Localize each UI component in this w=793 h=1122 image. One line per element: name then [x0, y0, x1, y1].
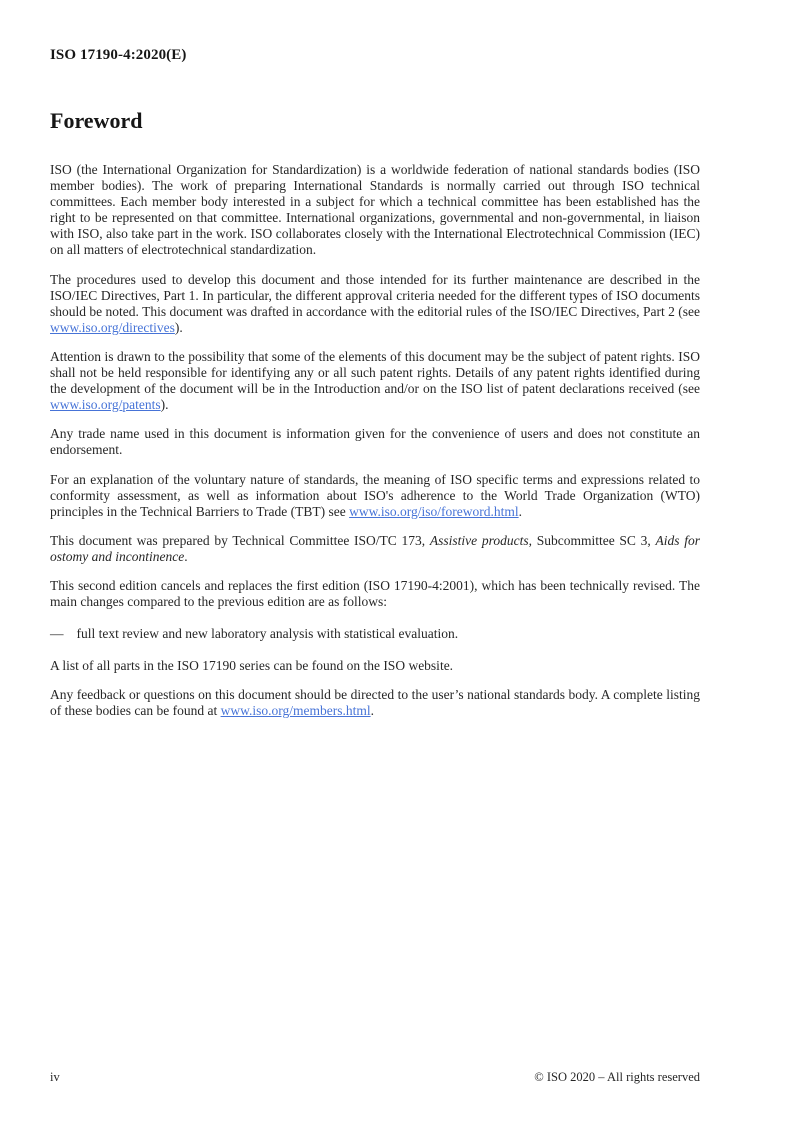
link-directives[interactable]: www.iso.org/directives — [50, 319, 175, 335]
para-committee: This document was prepared by Technical Committee ISO/TC 173, Assistive products, Subcommittee SC 3, Aids for ostomy and incontinence. — [50, 532, 700, 564]
list-item-text: full text review and new laboratory analysis with statistical evaluation. — [76, 626, 459, 642]
para-iso-federation: ISO (the International Organization for Standardization) is a worldwide federation of national standards bodies (ISO member bodies). The work of preparing International Standards is normally carried out through ISO technical committees. Each member body interested in a subject for which a technical committee has been established has the right to be represented on that committee. International organizations, governmental and non-governmental, in liaison with ISO, also take part in the work. ISO collaborates closely with the International Electrotechnical Commission (IEC) on all matters of electrotechnical standardization. — [50, 162, 700, 258]
link-iso-foreword[interactable]: www.iso.org/iso/foreword.html — [349, 503, 519, 519]
page-footer — [50, 1070, 700, 1085]
document-reference: ISO 17190-4:2020(E) — [50, 47, 187, 63]
page-content — [50, 47, 700, 733]
link-patents[interactable]: www.iso.org/patents — [50, 397, 161, 413]
para-trade-name: Any trade name used in this document is information given for the convenience of users and does not constitute an endorsement. — [50, 426, 700, 458]
copyright-notice: © ISO 2020 – All rights reserved — [534, 1070, 700, 1084]
italic-text: Aids for ostomy and incontinence — [50, 532, 700, 564]
page-number: iv — [50, 1070, 60, 1084]
list-dash: — — [50, 626, 64, 642]
para-procedures: The procedures used to develop this document and those intended for its further maintenance are described in the ISO/IEC Directives, Part 1. In particular, the different approval criteria needed for the different types of ISO documents should be noted. This document was drafted in accordance with the editorial rules of the ISO/IEC Directives, Part 2 (see www.iso.org/directives). — [50, 271, 700, 335]
list-item-changes — [50, 626, 700, 642]
para-series: A list of all parts in the ISO 17190 series can be found on the ISO website. — [50, 658, 454, 674]
page-title: Foreword — [50, 108, 143, 133]
para-wto: For an explanation of the voluntary nature of standards, the meaning of ISO specific terms and expressions related to conformity assessment, as well as information about ISO's adherence to the World Trade Organization (WTO) principles in the Technical Barriers to Trade (TBT) see www.iso.org/iso/foreword.html. — [50, 471, 700, 519]
italic-text: Assistive products — [429, 532, 529, 548]
para-feedback: Any feedback or questions on this document should be directed to the user’s national standards body. A complete listing of these bodies can be found at www.iso.org/members.html. — [50, 687, 700, 719]
foreword-body — [50, 162, 700, 720]
link-members[interactable]: www.iso.org/members.html — [220, 703, 371, 719]
para-patents: Attention is drawn to the possibility that some of the elements of this document may be the subject of patent rights. ISO shall not be held responsible for identifying any or all such patent rights. Details of any patent rights identified during the development of the document will be in the Introduction and/or on the ISO list of patent declarations received (see www.iso.org/patents). — [50, 348, 700, 413]
para-second-edition: This second edition cancels and replaces the first edition (ISO 17190-4:2001), which has been technically revised. The main changes compared to the previous edition are as follows: — [50, 577, 700, 610]
